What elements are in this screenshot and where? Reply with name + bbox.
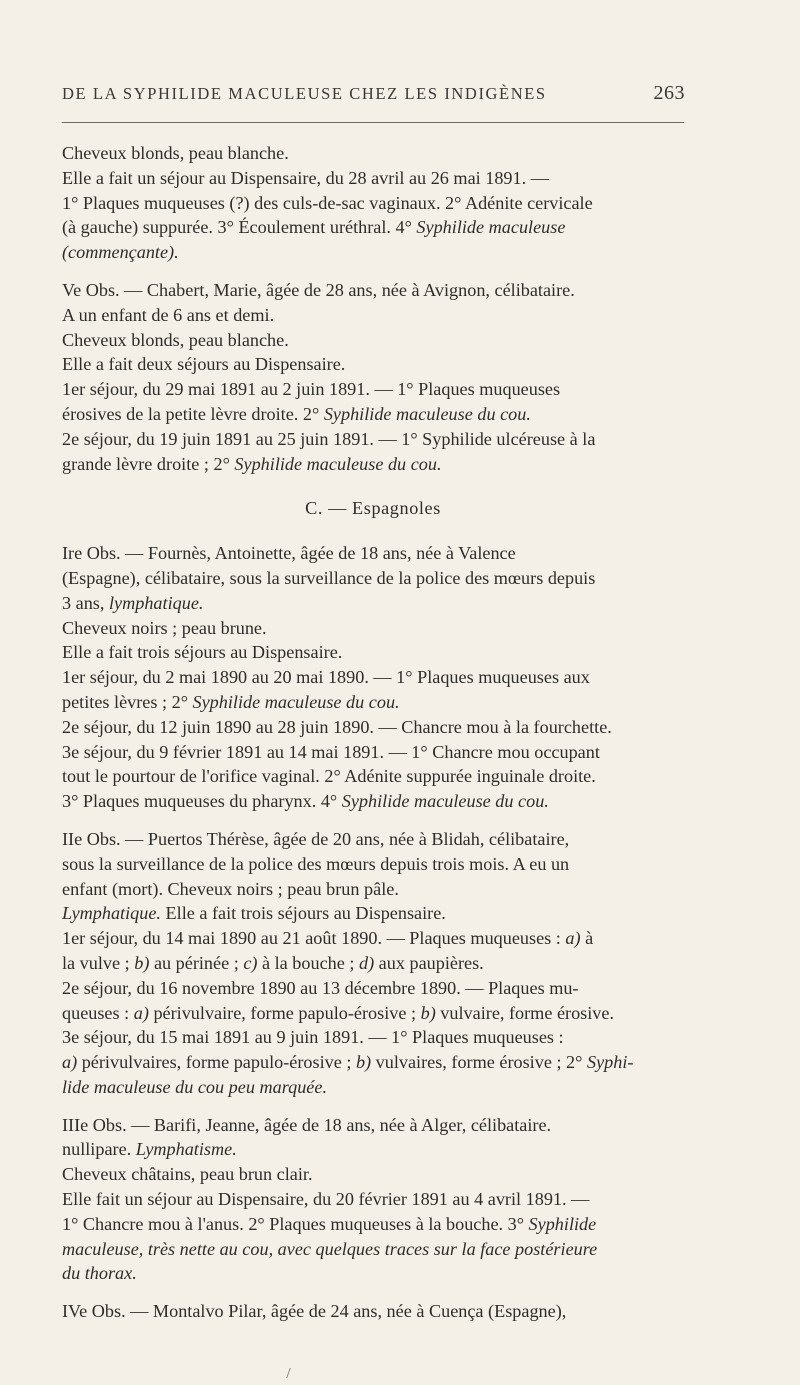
text-line: lide maculeuse du cou peu marquée. <box>62 1076 327 1097</box>
observation-heading: Ire Obs. — Fournès, Antoinette, âgée de 18 ans, née à Valence <box>62 543 516 564</box>
text-line: queuses : a) périvulvaire, forme papulo-érosive ; b) vulvaire, forme érosive. <box>62 1002 615 1023</box>
text-line: 1er séjour, du 2 mai 1890 au 20 mai 1890. — 1° Plaques muqueuses aux <box>62 667 590 688</box>
text-line: Cheveux châtains, peau brun clair. <box>62 1164 313 1185</box>
page-number: 263 <box>653 82 685 104</box>
text-line: 1° Chancre mou à l'anus. 2° Plaques muqueuses à la bouche. 3° Syphilide <box>62 1213 597 1234</box>
text-line: 1er séjour, du 29 mai 1891 au 2 juin 1891. — 1° Plaques muqueuses <box>62 379 561 400</box>
text-line: (à gauche) suppurée. 3° Écoulement uréthral. 4° Syphilide maculeuse <box>62 217 566 238</box>
section-title: C. — Espagnoles <box>305 498 441 519</box>
observation-heading: IIe Obs. — Puertos Thérèse, âgée de 20 ans, née à Blidah, célibataire, <box>62 828 570 849</box>
text-line: 2e séjour, du 16 novembre 1890 au 13 décembre 1890. — Plaques mu- <box>62 977 579 998</box>
text-line: petites lèvres ; 2° Syphilide maculeuse du cou. <box>62 691 400 712</box>
text-line: A un enfant de 6 ans et demi. <box>62 304 275 325</box>
text-line: grande lèvre droite ; 2° Syphilide maculeuse du cou. <box>62 453 442 474</box>
text-line: Elle a fait deux séjours au Dispensaire. <box>62 354 346 375</box>
text-line: Cheveux noirs ; peau brune. <box>62 617 267 638</box>
page-body <box>62 141 684 1324</box>
text-line: 3 ans, lymphatique. <box>62 592 204 613</box>
text-line: 3° Plaques muqueuses du pharynx. 4° Syphilide maculeuse du cou. <box>62 791 549 812</box>
text-line: 2e séjour, du 19 juin 1891 au 25 juin 1891. — 1° Syphilide ulcéreuse à la <box>62 428 596 449</box>
header-rule <box>62 122 684 123</box>
text-line: sous la surveillance de la police des mœurs depuis trois mois. A eu un <box>62 853 570 874</box>
observation-heading: IVe Obs. — Montalvo Pilar, âgée de 24 ans, née à Cuença (Espagne), <box>62 1301 567 1322</box>
text-line: enfant (mort). Cheveux noirs ; peau brun pâle. <box>62 878 399 899</box>
text-line: maculeuse, très nette au cou, avec quelques traces sur la face postérieure <box>62 1238 598 1259</box>
text-line: Elle a fait trois séjours au Dispensaire. <box>62 642 343 663</box>
print-mark <box>286 1368 295 1378</box>
text-line: Cheveux blonds, peau blanche. <box>62 329 289 350</box>
text-line: 3e séjour, du 15 mai 1891 au 9 juin 1891. — 1° Plaques muqueuses : <box>62 1027 564 1048</box>
text-line: Cheveux blonds, peau blanche. <box>62 143 289 163</box>
text-line: 3e séjour, du 9 février 1891 au 14 mai 1891. — 1° Chancre mou occupant <box>62 741 600 762</box>
text-line: a) périvulvaires, forme papulo-érosive ; b) vulvaires, forme érosive ; 2° Syphi- <box>62 1052 634 1073</box>
text-line: nullipare. Lymphatisme. <box>62 1139 237 1160</box>
observation-heading: Ve Obs. — Chabert, Marie, âgée de 28 ans, née à Avignon, célibataire. <box>62 279 575 300</box>
text-line: (commençante). <box>62 242 179 263</box>
text-line: du thorax. <box>62 1263 137 1284</box>
text-line: Elle fait un séjour au Dispensaire, du 20 février 1891 au 4 avril 1891. — <box>62 1189 590 1210</box>
text-line: Lymphatique. Elle a fait trois séjours au Dispensaire. <box>62 903 446 924</box>
running-header <box>62 82 685 112</box>
observation-heading: IIIe Obs. — Barifi, Jeanne, âgée de 18 ans, née à Alger, célibataire. <box>62 1114 552 1135</box>
running-title: DE LA SYPHILIDE MACULEUSE CHEZ LES INDIGÈNES <box>62 84 547 103</box>
text-line: (Espagne), célibataire, sous la surveillance de la police des mœurs depuis <box>62 567 596 588</box>
text-line: 1er séjour, du 14 mai 1890 au 21 août 1890. — Plaques muqueuses : a) à <box>62 928 594 949</box>
text-line: Elle a fait un séjour au Dispensaire, du 28 avril au 26 mai 1891. — <box>62 167 549 188</box>
text-line: érosives de la petite lèvre droite. 2° Syphilide maculeuse du cou. <box>62 403 531 424</box>
text-line: la vulve ; b) au périnée ; c) à la bouche ; d) aux paupières. <box>62 952 484 973</box>
text-line: 2e séjour, du 12 juin 1890 au 28 juin 1890. — Chancre mou à la fourchette. <box>62 716 612 737</box>
text-line: tout le pourtour de l'orifice vaginal. 2° Adénite suppurée inguinale droite. <box>62 766 596 787</box>
text-line: 1° Plaques muqueuses (?) des culs-de-sac vaginaux. 2° Adénite cervicale <box>62 192 593 213</box>
